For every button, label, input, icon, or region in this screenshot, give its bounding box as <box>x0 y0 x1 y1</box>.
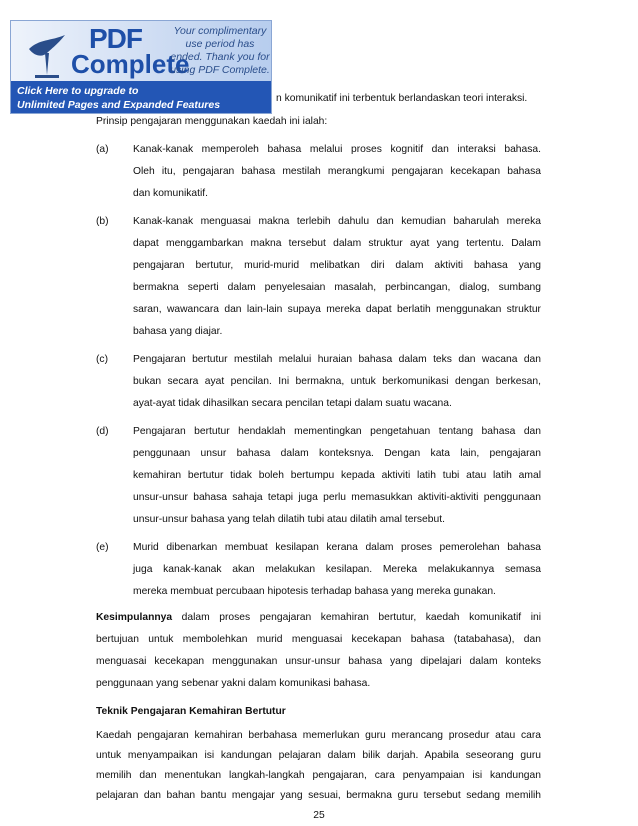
conclusion-line: penggunaan yang sebenar yakni dalam komunikasi bahasa. <box>96 678 371 689</box>
list-a-line: Oleh itu, pengajaran bahasa mestilah merangkumi pengajaran kecekapan bahasa <box>133 166 541 177</box>
list-b-line: dapat menggambarkan makna tersebut dalam struktur ayat yang tertentu. Dalam <box>133 238 541 249</box>
list-b-line: pengajaran bertutur, murid-murid melibatkan diri dalam aktiviti bahasa yang <box>133 260 541 271</box>
bird-logo-icon <box>25 31 69 83</box>
brand-pdf-text: PDF <box>89 23 142 54</box>
body-line: untuk menyampaikan isi kandungan pelajaran dalam bilik darjah. Apabila seseorang guru <box>96 750 541 761</box>
upgrade-line-1[interactable]: Click Here to upgrade to <box>17 85 139 97</box>
list-c-line: Pengajaran bertutur mestilah melalui huraian bahasa dalam teks dan wacana dan <box>133 354 541 365</box>
list-e-line: mereka membuat percubaan hipotesis terhadap bahasa yang mereka gunakan. <box>133 586 496 597</box>
list-a-line: Kanak-kanak memperoleh bahasa melalui proses kognitif dan interaksi bahasa. <box>133 144 541 155</box>
promo-text: Your complimentary use period has ended. Thank you for using PDF Complete. <box>170 25 270 76</box>
page-number: 25 <box>313 810 325 821</box>
list-label-e: (e) <box>96 542 109 553</box>
conclusion-line: bertujuan untuk membolehkan murid menguasai kecekapan bahasa (tatabahasa), dan <box>96 634 541 645</box>
upgrade-line-2[interactable]: Unlimited Pages and Expanded Features <box>17 99 221 111</box>
body-line: memilih dan menentukan langkah-langkah pengajaran, cara penyampaian isi kandungan <box>96 770 541 781</box>
list-b-line: Kanak-kanak menguasai makna terlebih dahulu dan kemudian baharulah mereka <box>133 216 541 227</box>
conclusion-text: dalam proses pengajaran kemahiran bertutur, kaedah komunikatif ini <box>172 612 541 623</box>
list-c-line: bukan secara ayat pencilan. Ini bermakna, untuk berkomunikasi dengan berkesan, <box>133 376 541 387</box>
list-d-line: kemahiran bertutur tidak boleh bertumpu kepada aktiviti latih tubi atau latih amal <box>133 470 541 481</box>
list-d-line: penggunaan unsur bahasa dalam konteksnya. Dengan kata lain, pengajaran <box>133 448 541 459</box>
upgrade-link[interactable] <box>11 81 271 114</box>
list-b-line: bermakna seperti dalam penyelesaian masalah, perbincangan, dialog, sumbang <box>133 282 541 293</box>
list-d-line: unsur-unsur bahasa yang telah dilatih tubi atau dilatih amal tersebut. <box>133 514 445 525</box>
conclusion-line: menguasai kecekapan menggunakan unsur-unsur bahasa yang dipelajari dalam konteks <box>96 656 541 667</box>
list-label-c: (c) <box>96 354 109 365</box>
list-c-line: ayat-ayat tidak dihasilkan secara pencilan tetapi dalam suatu wacana. <box>133 398 452 409</box>
pdf-complete-banner[interactable] <box>10 20 272 114</box>
section-heading: Teknik Pengajaran Kemahiran Bertutur <box>96 706 286 717</box>
list-e-line: juga kanak-kanak akan melakukan kesilapan. Mereka melakukannya semasa <box>133 564 541 575</box>
body-line: n komunikatif ini terbentuk berlandaskan teori interaksi. <box>276 93 528 104</box>
conclusion-keyword: Kesimpulannya <box>96 612 173 623</box>
body-line: pelajaran dan bahan bantu mengajar yang sesuai, bermakna guru tersebut sedang memilih <box>96 790 541 801</box>
list-d-line: unsur-unsur bahasa sahaja tetapi juga perlu memasukkan aktiviti-aktiviti penggunaan <box>133 492 541 503</box>
list-d-line: Pengajaran bertutur hendaklah mementingkan pengetahuan tentang bahasa dan <box>133 426 541 437</box>
brand-complete-text: Complete <box>71 49 190 79</box>
body-line: Prinsip pengajaran menggunakan kaedah ini ialah: <box>96 116 328 127</box>
list-label-a: (a) <box>96 144 109 155</box>
list-b-line: bahasa yang diajar. <box>133 326 223 337</box>
body-line: Kaedah pengajaran kemahiran berbahasa memerlukan guru merancang prosedur atau cara <box>96 730 541 741</box>
list-label-d: (d) <box>96 426 109 437</box>
conclusion-line <box>96 612 541 623</box>
list-label-b: (b) <box>96 216 109 227</box>
list-b-line: saran, wawancara dan lain-lain supaya mereka dapat berlatih menggunakan struktur <box>133 304 541 315</box>
list-a-line: dan komunikatif. <box>133 188 208 199</box>
list-e-line: Murid dibenarkan membuat kesilapan kerana dalam proses pemerolehan bahasa <box>133 542 541 553</box>
